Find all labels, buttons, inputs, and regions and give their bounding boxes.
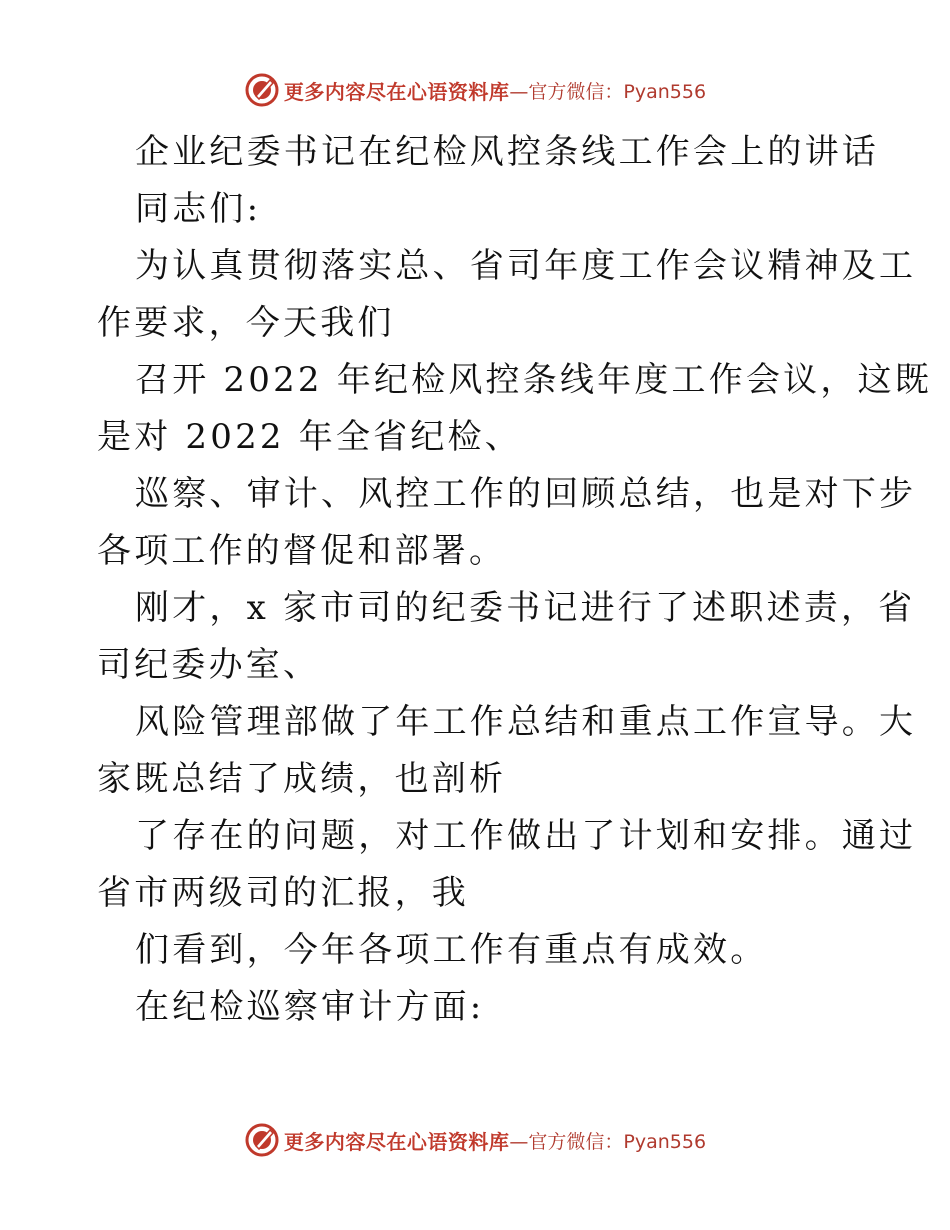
watermark-subtext: —官方微信：Pyan556	[509, 80, 707, 103]
paragraph-line: 了存在的问题，对工作做出了计划和安排。通过	[135, 816, 917, 856]
paragraph-line: 风险管理部做了年工作总结和重点工作宣导。大	[135, 702, 917, 742]
paragraph-line: 各项工作的督促和部署。	[97, 531, 507, 571]
pen-logo-icon	[244, 1122, 280, 1158]
paragraph-line: 司纪委办室、	[97, 645, 321, 685]
paragraph-line: 省市两级司的汇报，我	[97, 873, 469, 913]
paragraph-line: 巡察、审计、风控工作的回顾总结，也是对下步	[135, 474, 917, 514]
watermark-text: 更多内容尽在心语资料库	[283, 79, 510, 104]
paragraph-line: 召开 2022 年纪检风控条线年度工作会议，这既	[135, 360, 932, 400]
salutation: 同志们:	[135, 189, 262, 229]
paragraph-line: 刚才，x 家市司的纪委书记进行了述职述责，省	[135, 588, 916, 628]
section-heading: 在纪检巡察审计方面:	[135, 987, 485, 1027]
paragraph-line: 们看到，今年各项工作有重点有成效。	[135, 930, 768, 970]
document-body	[97, 124, 932, 1036]
pen-logo-icon	[244, 72, 280, 108]
watermark-text: 更多内容尽在心语资料库	[283, 1129, 510, 1154]
paragraph-line: 作要求，今天我们	[97, 303, 395, 343]
document-title: 企业纪委书记在纪检风控条线工作会上的讲话	[135, 132, 879, 172]
paragraph-line: 为认真贯彻落实总、省司年度工作会议精神及工	[135, 246, 917, 286]
watermark-subtext: —官方微信：Pyan556	[509, 1130, 707, 1153]
paragraph-line: 是对 2022 年全省纪检、	[97, 417, 522, 457]
paragraph-line: 家既总结了成绩，也剖析	[97, 759, 507, 799]
footer-watermark	[0, 1120, 950, 1160]
header-watermark	[0, 70, 950, 110]
